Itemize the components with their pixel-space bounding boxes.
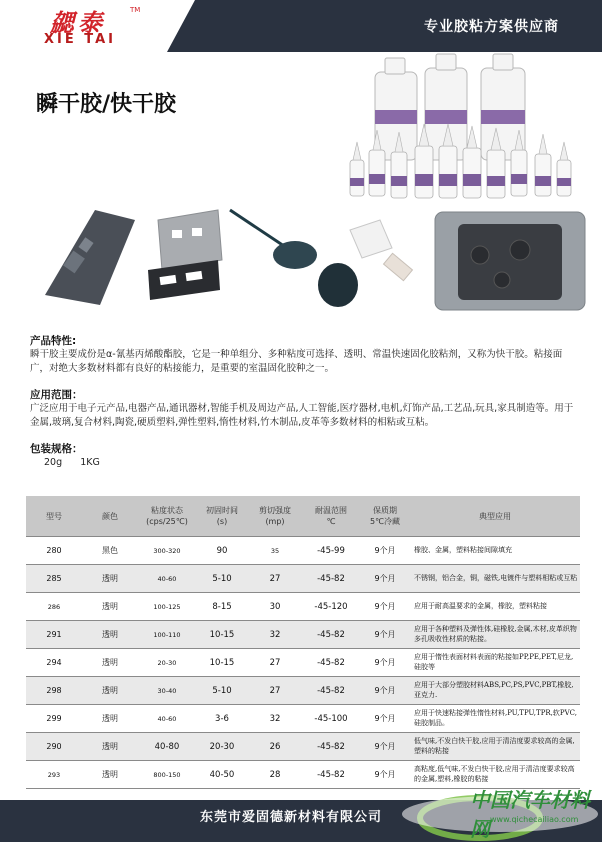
cell-model: 290 xyxy=(26,733,82,761)
cell-viscosity: 30-40 xyxy=(138,677,196,705)
cell-temp: -45-82 xyxy=(302,733,360,761)
cell-model: 294 xyxy=(26,649,82,677)
cell-shelf: 9个月 xyxy=(360,677,410,705)
cell-model: 291 xyxy=(26,621,82,649)
cell-color: 黑色 xyxy=(82,537,138,565)
cell-application: 低气味,不发白快干胶,应用于清洁度要求较高的金属,塑料的粘接 xyxy=(410,733,580,761)
cell-application: 应用于快速粘接弹性惰性材料,PU,TPU,TPR,软PVC,硅胶制品。 xyxy=(410,705,580,733)
cell-shear: 28 xyxy=(248,761,302,789)
cell-color: 透明 xyxy=(82,677,138,705)
col-header-color: 颜色 xyxy=(82,496,138,537)
cell-model: 299 xyxy=(26,705,82,733)
cell-model: 293 xyxy=(26,761,82,789)
page-title: 瞬干胶/快干胶 xyxy=(36,92,177,117)
cell-shear: 27 xyxy=(248,565,302,593)
cell-temp: -45-82 xyxy=(302,565,360,593)
cell-set-time: 20-30 xyxy=(196,733,248,761)
table-row xyxy=(26,537,580,565)
cell-temp: -45-82 xyxy=(302,649,360,677)
cell-color: 透明 xyxy=(82,565,138,593)
cell-application: 应用于惰性表面材料表面的粘接如PP,PE,PET,尼龙,硅胶等 xyxy=(410,649,580,677)
packaging-section xyxy=(30,442,330,470)
cell-temp: -45-120 xyxy=(302,593,360,621)
cell-color: 透明 xyxy=(82,649,138,677)
features-text: 瞬干胶主要成份是α-氰基丙烯酸酯胶，它是一种单组分、多种粘度可选择、透明、常温快速固化胶粘剂，又称为快干胶。粘接面广，对绝大多数材料都有良好的粘接能力，是重要的室温固化胶种之一。 xyxy=(30,349,563,374)
cell-viscosity: 100-110 xyxy=(138,621,196,649)
cell-viscosity: 40-60 xyxy=(138,705,196,733)
features-heading: 产品特性: xyxy=(30,335,77,347)
col-header-set-time: 初固时间 (s) xyxy=(196,496,248,537)
cell-color: 透明 xyxy=(82,761,138,789)
cell-set-time: 40-50 xyxy=(196,761,248,789)
cell-viscosity: 40-80 xyxy=(138,733,196,761)
cell-shear: 35 xyxy=(248,537,302,565)
header-slant xyxy=(155,0,195,52)
cell-application: 应用于大部分塑胶材料ABS,PC,PS,PVC,PBT,橡胶,亚克力. xyxy=(410,677,580,705)
cell-shelf: 9个月 xyxy=(360,733,410,761)
spec-table xyxy=(26,496,580,789)
cell-application: 橡胶、金属，塑料粘接间隙填充 xyxy=(410,537,580,565)
logo-english: XIE TAI xyxy=(44,32,117,47)
cell-application: 高粘度,低气味,不发白快干胶,应用于清洁度要求较高的金属,塑料,橡胶的粘接 xyxy=(410,761,580,789)
col-header-viscosity: 粘度状态 (cps/25℃) xyxy=(138,496,196,537)
col-header-shelf: 保质期 5℃冷藏 xyxy=(360,496,410,537)
logo-chinese: 勰泰 xyxy=(50,8,106,37)
table-row xyxy=(26,621,580,649)
cell-shear: 27 xyxy=(248,649,302,677)
cell-shear: 30 xyxy=(248,593,302,621)
cell-viscosity: 800-150 xyxy=(138,761,196,789)
cell-color: 透明 xyxy=(82,593,138,621)
cell-set-time: 90 xyxy=(196,537,248,565)
watermark-url: www.qichecailiao.com xyxy=(490,815,579,824)
cell-temp: -45-82 xyxy=(302,677,360,705)
cell-viscosity: 40-60 xyxy=(138,565,196,593)
cell-viscosity: 20-30 xyxy=(138,649,196,677)
table-row xyxy=(26,677,580,705)
product-bottles-image xyxy=(345,50,600,210)
header-tagline: 专业胶粘方案供应商 xyxy=(424,19,559,35)
cell-model: 286 xyxy=(26,593,82,621)
cell-shelf: 9个月 xyxy=(360,705,410,733)
cell-application: 应用于各种塑料及弹性体,硅橡胶,金属,木材,皮革织物多孔吸收性材质的粘接。 xyxy=(410,621,580,649)
cell-shelf: 9个月 xyxy=(360,761,410,789)
cell-viscosity: 100-125 xyxy=(138,593,196,621)
col-header-application: 典型应用 xyxy=(410,496,580,537)
cell-application: 应用于耐高温要求的金属，橡胶，塑料粘接 xyxy=(410,593,580,621)
cell-set-time: 10-15 xyxy=(196,621,248,649)
cell-shelf: 9个月 xyxy=(360,649,410,677)
cell-shear: 32 xyxy=(248,621,302,649)
cell-viscosity: 300-320 xyxy=(138,537,196,565)
col-header-shear: 剪切强度 (mp) xyxy=(248,496,302,537)
cell-set-time: 10-15 xyxy=(196,649,248,677)
cell-model: 285 xyxy=(26,565,82,593)
cell-color: 透明 xyxy=(82,621,138,649)
applications-section xyxy=(30,388,580,430)
table-row xyxy=(26,705,580,733)
footer-company: 东莞市爱固德新材料有限公司 xyxy=(200,810,383,825)
cell-shear: 26 xyxy=(248,733,302,761)
table-row xyxy=(26,593,580,621)
cell-shelf: 9个月 xyxy=(360,565,410,593)
logo xyxy=(0,0,160,52)
col-header-temp: 耐温范围 ℃ xyxy=(302,496,360,537)
table-row xyxy=(26,565,580,593)
cell-temp: -45-99 xyxy=(302,537,360,565)
cell-set-time: 5-10 xyxy=(196,677,248,705)
features-section xyxy=(30,334,578,376)
cell-temp: -45-82 xyxy=(302,621,360,649)
cell-shear: 32 xyxy=(248,705,302,733)
packaging-sizes: 20g 1KG xyxy=(44,457,100,468)
cell-shelf: 9个月 xyxy=(360,593,410,621)
application-parts-image xyxy=(40,200,600,320)
packaging-heading: 包装规格： xyxy=(30,443,83,455)
cell-set-time: 5-10 xyxy=(196,565,248,593)
cell-color: 透明 xyxy=(82,733,138,761)
cell-set-time: 8-15 xyxy=(196,593,248,621)
table-header-row xyxy=(26,496,580,537)
cell-shelf: 9个月 xyxy=(360,537,410,565)
cell-shear: 27 xyxy=(248,677,302,705)
logo-trademark: TM xyxy=(130,6,141,14)
cell-temp: -45-100 xyxy=(302,705,360,733)
cell-temp: -45-82 xyxy=(302,761,360,789)
table-row xyxy=(26,733,580,761)
cell-model: 280 xyxy=(26,537,82,565)
cell-application: 不锈钢，铝合金，铜，磁铁,电镀件与塑料相粘或互粘 xyxy=(410,565,580,593)
cell-shelf: 9个月 xyxy=(360,621,410,649)
applications-heading: 应用范围： xyxy=(30,389,83,401)
cell-model: 298 xyxy=(26,677,82,705)
watermark-logo: 中国汽车材料网 xyxy=(470,788,590,841)
col-header-model: 型号 xyxy=(26,496,82,537)
cell-color: 透明 xyxy=(82,705,138,733)
table-row xyxy=(26,649,580,677)
applications-text: 广泛应用于电子元产品,电器产品,通讯器材,智能手机及周边产品,人工智能,医疗器材,电机,灯饰产品,工艺品,玩具,家具制造等。用于金属,玻璃,复合材料,陶瓷,硬质塑料,弹性塑料,惰性材料,竹木制品,皮革等多数材料的相粘或互粘。 xyxy=(30,403,574,428)
cell-set-time: 3-6 xyxy=(196,705,248,733)
